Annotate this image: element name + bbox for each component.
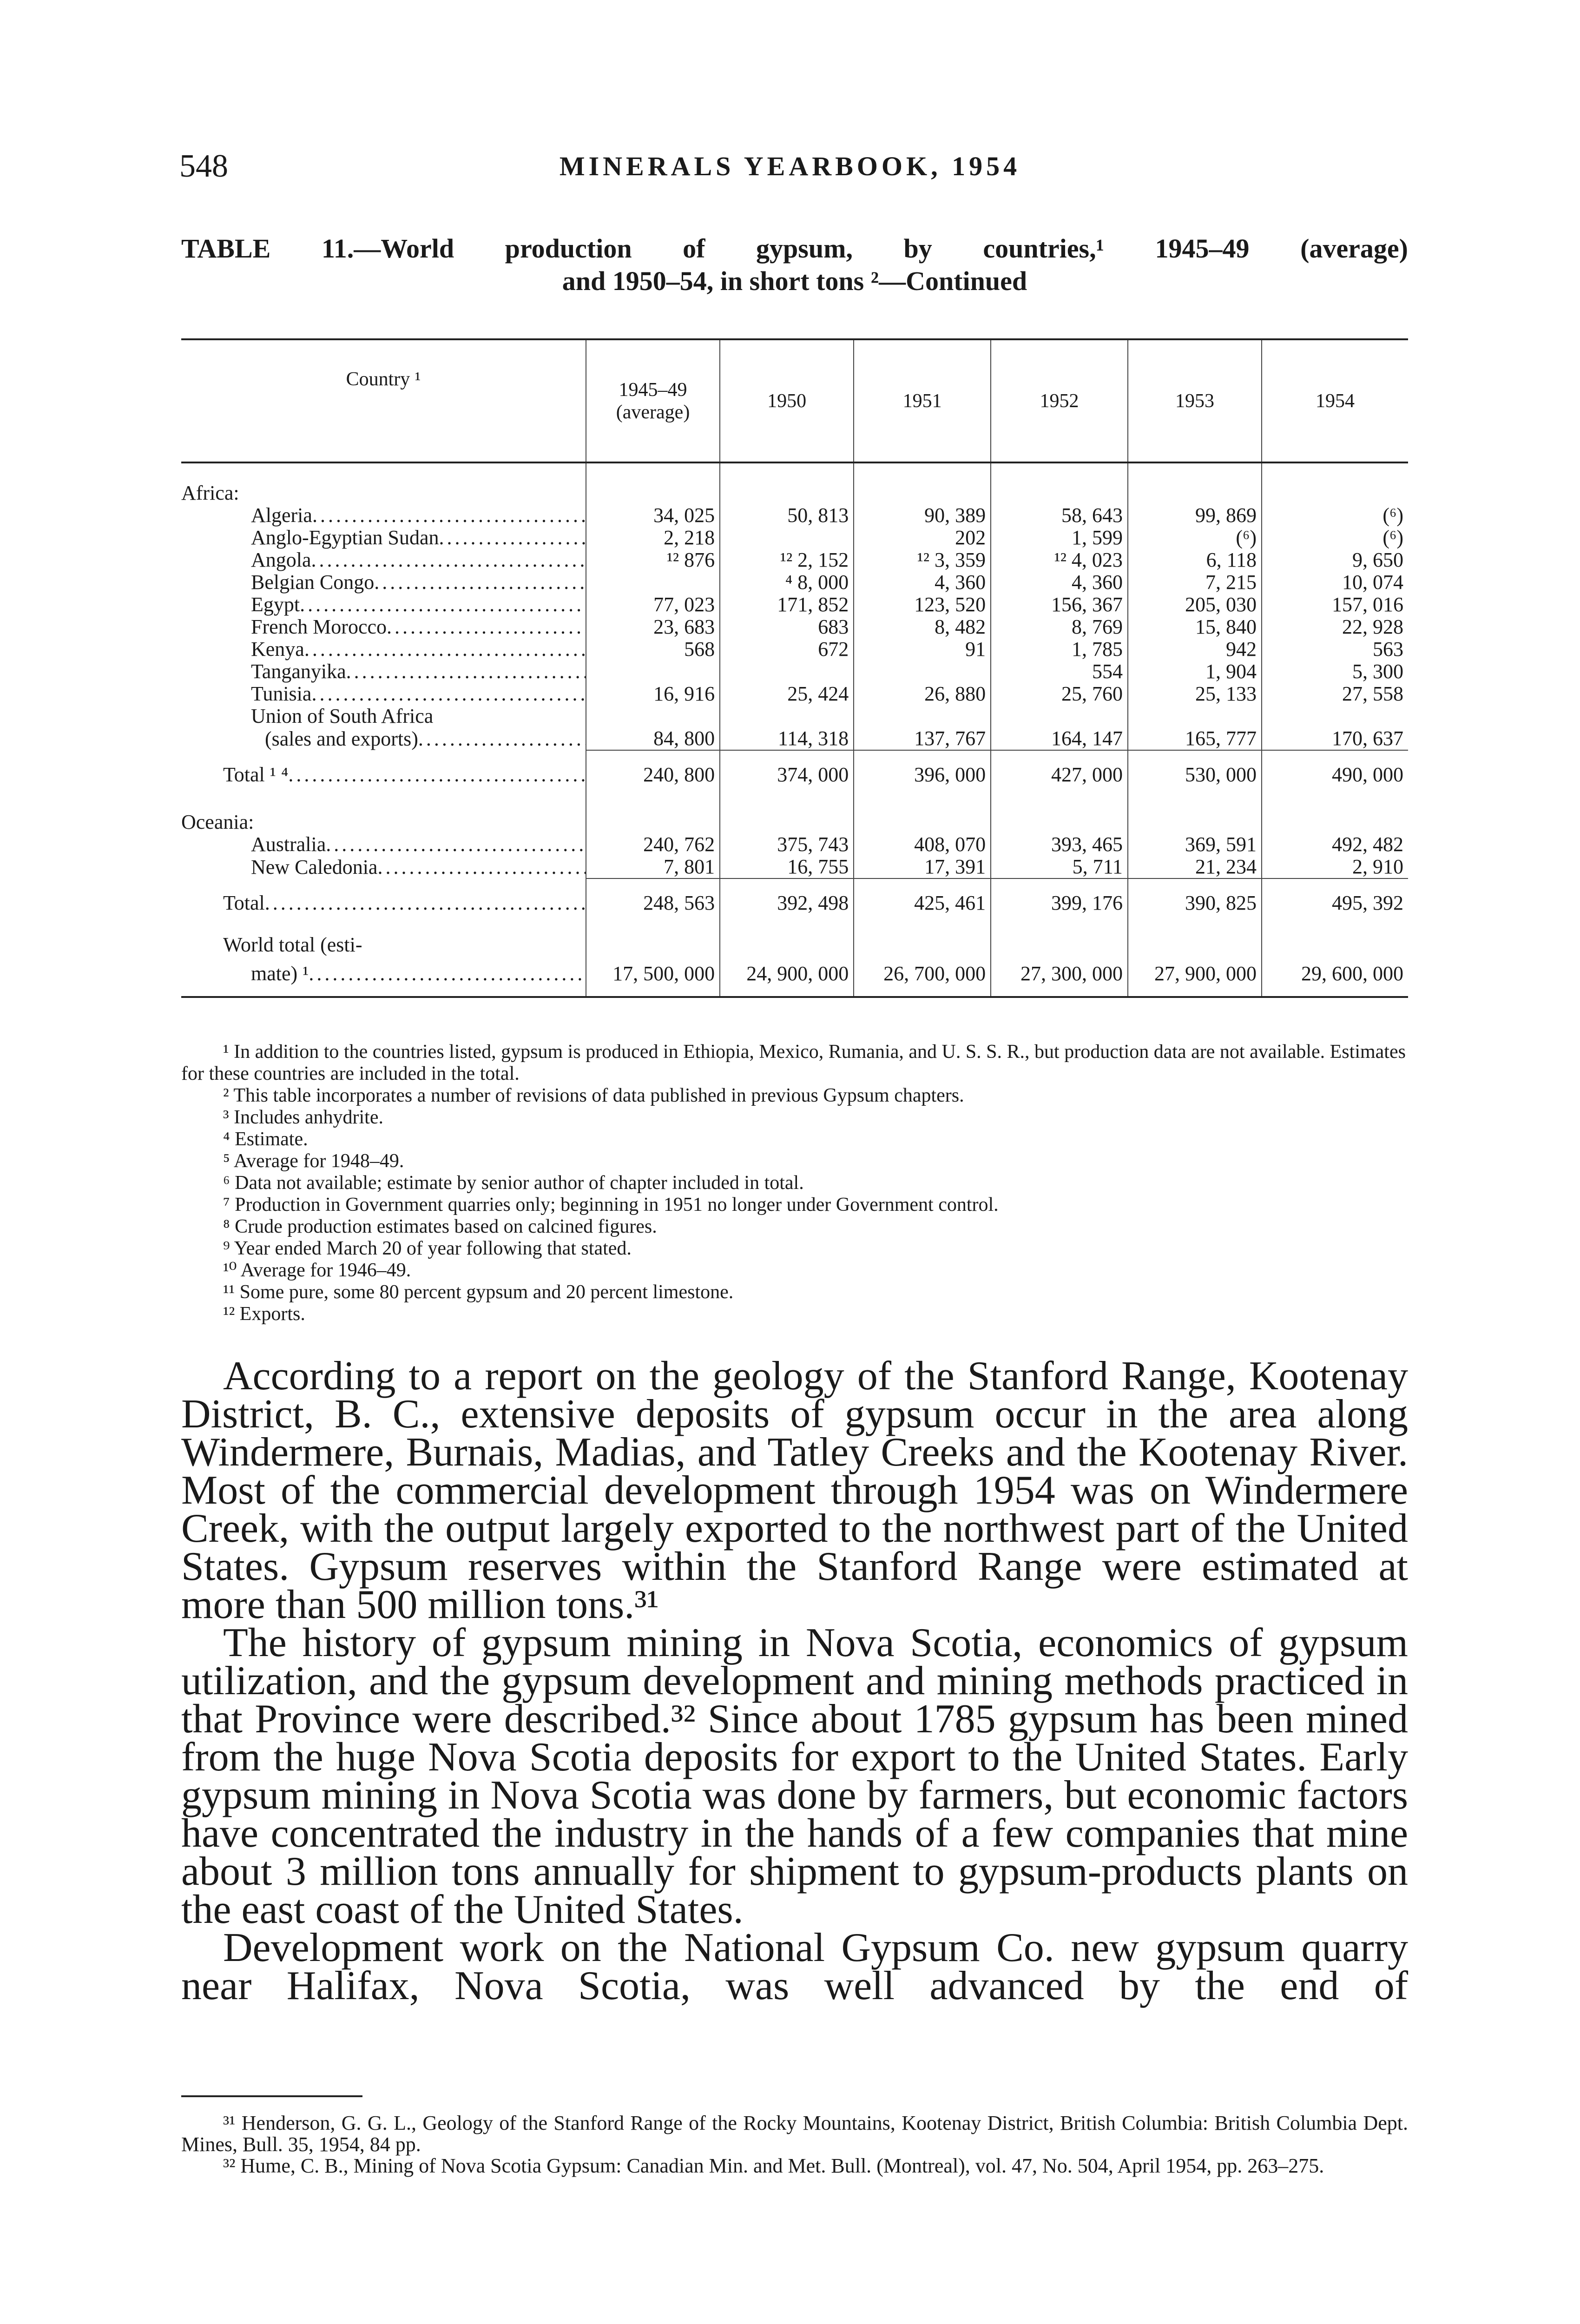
empty-cell (1128, 792, 1262, 833)
world-label-continued: mate) ¹ ..... (181, 963, 586, 997)
world-total-value: 27, 900, 000 (1128, 963, 1262, 997)
value-cell: 25, 760 (991, 683, 1128, 705)
table-note: ⁵ Average for 1948–49. (223, 1150, 404, 1172)
value-cell: 27, 558 (1262, 683, 1408, 705)
running-title: MINERALS YEARBOOK, 1954 (559, 151, 1021, 181)
value-cell: 8, 482 (854, 616, 991, 638)
total-value: 490, 000 (1262, 750, 1408, 792)
total-value: 392, 498 (720, 878, 854, 921)
value-cell: 2, 218 (586, 527, 720, 549)
table-row (181, 549, 1408, 571)
value-cell: 5, 711 (991, 856, 1128, 878)
value-cell: 164, 147 (991, 727, 1128, 750)
country-name: Belgian Congo ..... (181, 571, 586, 594)
country-name: New Caledonia ..... (181, 856, 586, 878)
total-value: 396, 000 (854, 750, 991, 792)
empty-cell (1128, 705, 1262, 727)
value-cell: 157, 016 (1262, 594, 1408, 616)
total-row (181, 750, 1408, 792)
table-row (181, 660, 1408, 683)
value-cell: 16, 755 (720, 856, 854, 878)
country-name: Angola ..... (181, 549, 586, 571)
value-cell: 21, 234 (1128, 856, 1262, 878)
value-cell: 672 (720, 638, 854, 660)
column-header-1953: 1953 (1128, 339, 1262, 462)
region-label: Africa: (181, 482, 239, 504)
value-cell: 50, 813 (720, 504, 854, 527)
value-cell (586, 571, 720, 594)
total-value: 390, 825 (1128, 878, 1262, 921)
empty-cell (720, 462, 854, 504)
value-cell: 16, 916 (586, 683, 720, 705)
value-cell: ⁴ 8, 000 (720, 571, 854, 594)
table-row (181, 527, 1408, 549)
world-total-value: 17, 500, 000 (586, 963, 720, 997)
total-label: Total ..... (181, 878, 586, 921)
table-row (181, 705, 1408, 727)
value-cell: 1, 599 (991, 527, 1128, 549)
value-cell (720, 660, 854, 683)
value-cell: ¹² 3, 359 (854, 549, 991, 571)
footnote: ³¹ Henderson, G. G. L., Geology of the Stanford Range of the Rocky Mountains, Kootenay District, British Columbia: British Columbia Dept. Mines, Bull. 35, 1954, 84 pp. (181, 2112, 1408, 2156)
table-note: ⁴ Estimate. (223, 1129, 308, 1150)
world-total-value: 29, 600, 000 (1262, 963, 1408, 997)
value-cell: 137, 767 (854, 727, 991, 750)
column-header-1954: 1954 (1262, 339, 1408, 462)
empty-cell (854, 705, 991, 727)
value-cell: 26, 880 (854, 683, 991, 705)
world-total-value: 26, 700, 000 (854, 963, 991, 997)
empty-cell (991, 462, 1128, 504)
empty-cell (1262, 705, 1408, 727)
empty-cell (720, 921, 854, 963)
value-cell (720, 527, 854, 549)
paragraph: Development work on the National Gypsum Co. new gypsum quarry near Halifax, Nova Scotia, was well advanced by the end of (181, 1925, 1408, 2008)
empty-cell (1262, 462, 1408, 504)
value-cell: 5, 300 (1262, 660, 1408, 683)
value-cell: 205, 030 (1128, 594, 1262, 616)
table-row (181, 504, 1408, 527)
value-cell: ¹² 4, 023 (991, 549, 1128, 571)
page-number: 548 (179, 148, 228, 184)
value-cell: 568 (586, 638, 720, 660)
empty-cell (586, 792, 720, 833)
column-header-1950: 1950 (720, 339, 854, 462)
country-name: Tanganyika ..... (181, 660, 586, 683)
empty-cell (991, 792, 1128, 833)
column-header-1945-49: 1945–49 (average) (586, 339, 720, 462)
value-cell: 375, 743 (720, 833, 854, 856)
value-cell: 10, 074 (1262, 571, 1408, 594)
region-label: Oceania: (181, 811, 254, 833)
footnote-rule (181, 2095, 362, 2097)
footnotes (181, 2113, 1408, 2177)
value-cell: 563 (1262, 638, 1408, 660)
value-cell: 942 (1128, 638, 1262, 660)
value-cell: 25, 133 (1128, 683, 1262, 705)
table-note: ¹⁰ Average for 1946–49. (223, 1260, 411, 1281)
value-cell: 4, 360 (991, 571, 1128, 594)
table-row (181, 594, 1408, 616)
value-cell: 165, 777 (1128, 727, 1262, 750)
table-title-line-2: and 1950–54, in short tons ²—Continued (562, 266, 1027, 296)
world-label: World total (esti- (223, 933, 362, 956)
country-name: Australia ..... (181, 833, 586, 856)
column-header-1951: 1951 (854, 339, 991, 462)
value-cell: (⁶) (1128, 527, 1262, 549)
table-note: ¹² Exports. (223, 1303, 305, 1325)
world-total-value: 27, 300, 000 (991, 963, 1128, 997)
value-cell: 84, 800 (586, 727, 720, 750)
table-note: ¹¹ Some pure, some 80 percent gypsum and 20 percent limestone. (223, 1281, 734, 1303)
empty-cell (1262, 792, 1408, 833)
value-cell: 554 (991, 660, 1128, 683)
empty-cell (854, 462, 991, 504)
country-name: Anglo-Egyptian Sudan ..... (181, 527, 586, 549)
country-name: French Morocco ..... (181, 616, 586, 638)
total-value: 240, 800 (586, 750, 720, 792)
value-cell: 393, 465 (991, 833, 1128, 856)
table-note: ⁸ Crude production estimates based on calcined figures. (223, 1216, 657, 1237)
total-value: 530, 000 (1128, 750, 1262, 792)
value-cell: 1, 904 (1128, 660, 1262, 683)
world-row (181, 921, 1408, 963)
total-value: 427, 000 (991, 750, 1128, 792)
world-total-value: 24, 900, 000 (720, 963, 854, 997)
empty-cell (854, 792, 991, 833)
table-note: ² This table incorporates a number of revisions of data published in previous Gypsum chapters. (223, 1085, 964, 1106)
value-cell: 408, 070 (854, 833, 991, 856)
country-name: Tunisia ..... (181, 683, 586, 705)
value-cell: 99, 869 (1128, 504, 1262, 527)
empty-cell (586, 462, 720, 504)
body-text (181, 1353, 1408, 2008)
value-cell: 91 (854, 638, 991, 660)
empty-cell (586, 705, 720, 727)
empty-cell (1128, 921, 1262, 963)
empty-cell (1128, 462, 1262, 504)
empty-cell (991, 921, 1128, 963)
paragraph: The history of gypsum mining in Nova Scotia, economics of gypsum utilization, and the gypsum development and mining methods practiced in that Province were described.³² Since about 1785 gypsum has been mined from the huge Nova Scotia deposits for export to the United States. Early gypsum mining in Nova Scotia was done by farmers, but economic factors have concentrated the industry in the hands of a few companies that mine about 3 million tons annually for shipment to gypsum-products plants on the east coast of the United States. (181, 1620, 1408, 1932)
value-cell: 2, 910 (1262, 856, 1408, 878)
value-cell: 17, 391 (854, 856, 991, 878)
total-value: 495, 392 (1262, 878, 1408, 921)
value-cell: 15, 840 (1128, 616, 1262, 638)
table-title (181, 232, 1408, 297)
value-cell: 77, 023 (586, 594, 720, 616)
value-cell: 123, 520 (854, 594, 991, 616)
value-cell: 369, 591 (1128, 833, 1262, 856)
value-cell (586, 660, 720, 683)
value-cell: 1, 785 (991, 638, 1128, 660)
country-name-continued: (sales and exports) ..... (181, 727, 586, 750)
table-row (181, 683, 1408, 705)
total-value: 425, 461 (854, 878, 991, 921)
table-note: ⁶ Data not available; estimate by senior author of chapter included in total. (223, 1172, 804, 1194)
value-cell: 23, 683 (586, 616, 720, 638)
table-row (181, 727, 1408, 750)
footnote: ³² Hume, C. B., Mining of Nova Scotia Gypsum: Canadian Min. and Met. Bull. (Montreal), vol. 47, No. 504, April 1954, pp. 263–275. (223, 2154, 1324, 2177)
region-row (181, 462, 1408, 504)
value-cell: 90, 389 (854, 504, 991, 527)
country-name: Algeria ..... (181, 504, 586, 527)
value-cell: 114, 318 (720, 727, 854, 750)
empty-cell (720, 705, 854, 727)
table-title-line-1: TABLE 11.—World production of gypsum, by countries,¹ 1945–49 (average) (181, 233, 1408, 264)
table-row (181, 856, 1408, 878)
total-label: Total ¹ ⁴ ..... (181, 750, 586, 792)
world-row (181, 963, 1408, 997)
total-row (181, 878, 1408, 921)
empty-cell (991, 705, 1128, 727)
column-header-1952: 1952 (991, 339, 1128, 462)
country-name: Kenya ..... (181, 638, 586, 660)
value-cell: 202 (854, 527, 991, 549)
value-cell: (⁶) (1262, 504, 1408, 527)
value-cell: 7, 215 (1128, 571, 1262, 594)
running-head (172, 148, 1408, 185)
empty-cell (854, 921, 991, 963)
table-row (181, 616, 1408, 638)
value-cell: 8, 769 (991, 616, 1128, 638)
value-cell: ¹² 876 (586, 549, 720, 571)
table-note: ¹ In addition to the countries listed, gypsum is produced in Ethiopia, Mexico, Rumania, and U. S. S. R., but production data are not available. Estimates for these countries are included in the total. (181, 1041, 1406, 1084)
value-cell (854, 660, 991, 683)
value-cell: 25, 424 (720, 683, 854, 705)
value-cell: 34, 025 (586, 504, 720, 527)
value-cell: 240, 762 (586, 833, 720, 856)
total-value: 248, 563 (586, 878, 720, 921)
empty-cell (586, 921, 720, 963)
total-value: 374, 000 (720, 750, 854, 792)
gypsum-production-table (181, 338, 1408, 998)
value-cell: ¹² 2, 152 (720, 549, 854, 571)
paragraph: According to a report on the geology of the Stanford Range, Kootenay District, B. C., extensive deposits of gypsum occur in the area along Windermere, Burnais, Madias, and Tatley Creeks and the Kootenay River. Most of the commercial development through 1954 was on Windermere Creek, with the output largely exported to the northwest part of the United States. Gypsum reserves within the Stanford Range were estimated at more than 500 million tons.³¹ (181, 1353, 1408, 1627)
value-cell: 492, 482 (1262, 833, 1408, 856)
value-cell: 22, 928 (1262, 616, 1408, 638)
region-row (181, 792, 1408, 833)
value-cell: 170, 637 (1262, 727, 1408, 750)
table-notes (181, 1041, 1408, 1325)
country-name: Egypt ..... (181, 594, 586, 616)
table-note: ⁹ Year ended March 20 of year following that stated. (223, 1238, 632, 1259)
value-cell: 58, 643 (991, 504, 1128, 527)
table-note: ³ Includes anhydrite. (223, 1107, 383, 1128)
country-name: Union of South Africa (251, 705, 434, 727)
empty-cell (720, 792, 854, 833)
value-cell: 4, 360 (854, 571, 991, 594)
value-cell: 683 (720, 616, 854, 638)
value-cell: 6, 118 (1128, 549, 1262, 571)
table-note: ⁷ Production in Government quarries only; beginning in 1951 no longer under Government control. (223, 1194, 999, 1215)
value-cell: 171, 852 (720, 594, 854, 616)
table-row (181, 638, 1408, 660)
value-cell: 9, 650 (1262, 549, 1408, 571)
table-header-row (181, 339, 1408, 462)
value-cell: 156, 367 (991, 594, 1128, 616)
total-value: 399, 176 (991, 878, 1128, 921)
empty-cell (1262, 921, 1408, 963)
table-row (181, 571, 1408, 594)
value-cell: (⁶) (1262, 527, 1408, 549)
table-row (181, 833, 1408, 856)
column-header-country: Country ¹ (181, 339, 586, 462)
value-cell: 7, 801 (586, 856, 720, 878)
